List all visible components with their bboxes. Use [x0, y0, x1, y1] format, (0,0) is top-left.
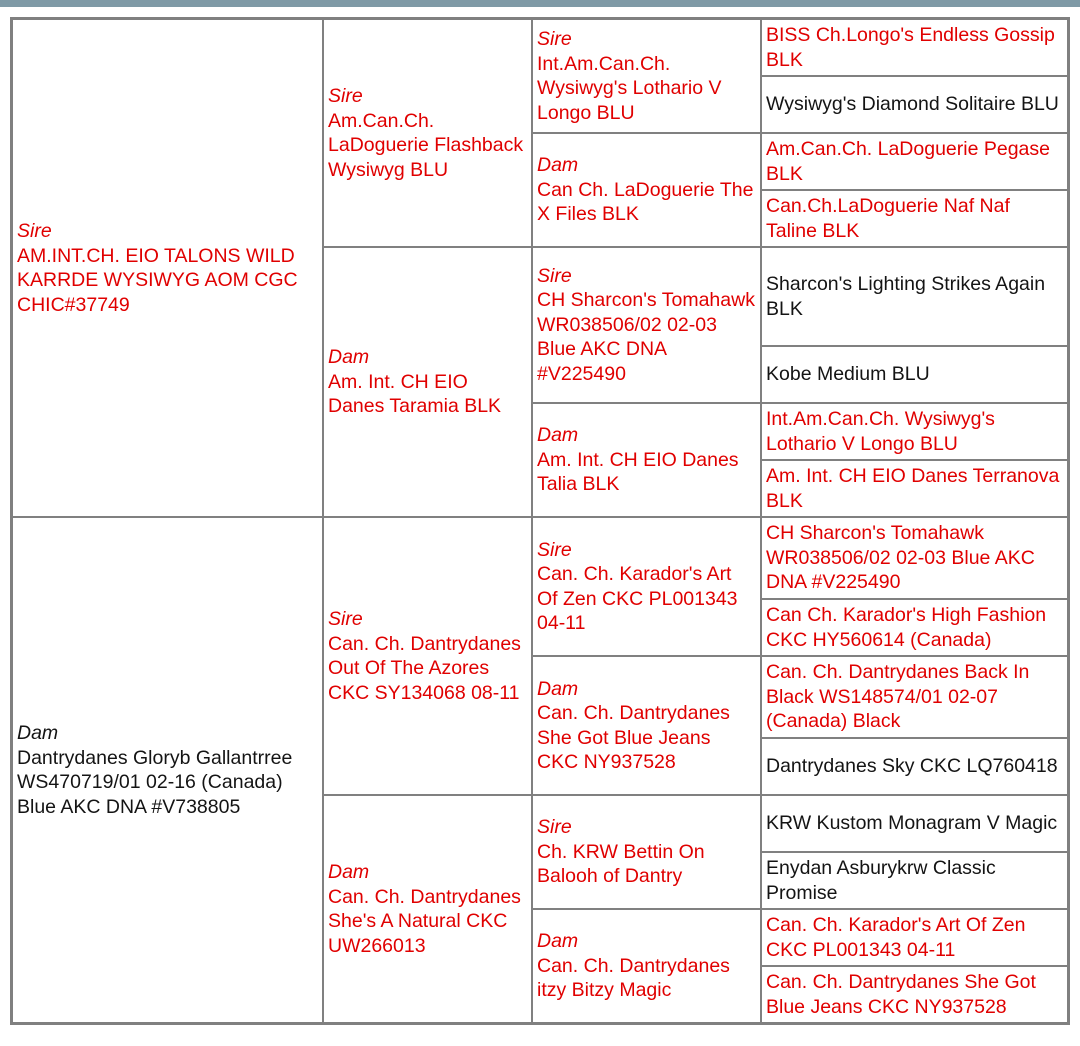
sire-sire-dam-cell[interactable] — [532, 133, 761, 247]
pedigree-table — [10, 17, 1070, 1025]
dam-dam-dam-cell[interactable] — [532, 909, 761, 1023]
role-label: Dam — [537, 677, 579, 700]
ancestor-cell-16[interactable]: Can. Ch. Dantrydanes She Got Blue Jeans CKC NY937528 — [761, 966, 1068, 1023]
ancestor-cell-2: Wysiwyg's Diamond Solitaire BLU — [761, 76, 1068, 133]
ancestor-cell-3[interactable]: Am.Can.Ch. LaDoguerie Pegase BLK — [761, 133, 1068, 190]
role-label: Sire — [537, 816, 572, 839]
dam-sire-sire-cell[interactable] — [532, 517, 761, 656]
dam-sire-cell[interactable] — [323, 517, 532, 795]
dam-name: Dantrydanes Gloryb Gallantrree WS470719/01 02-16 (Canada) Blue AKC DNA #V738805 — [17, 746, 293, 818]
dam-sire-sire-name[interactable]: Can. Ch. Karador's Art Of Zen CKC PL001343 04-11 — [537, 563, 738, 634]
ancestor-cell-4[interactable]: Can.Ch.LaDoguerie Naf Naf Taline BLK — [761, 190, 1068, 247]
sire-dam-sire-name[interactable]: CH Sharcon's Tomahawk WR038506/02 02-03 Blue AKC DNA #V225490 — [537, 289, 755, 385]
role-label: Dam — [537, 930, 579, 953]
role-label: Dam — [537, 424, 579, 447]
ancestor-cell-11[interactable]: Can. Ch. Dantrydanes Back In Black WS148574/01 02-07 (Canada) Black — [761, 656, 1068, 738]
ancestor-cell-7[interactable]: Int.Am.Can.Ch. Wysiwyg's Lothario V Longo BLU — [761, 403, 1068, 460]
sire-dam-name[interactable]: Am. Int. CH EIO Danes Taramia BLK — [328, 370, 502, 418]
role-label: Sire — [17, 220, 52, 242]
role-label: Dam — [17, 722, 59, 744]
sire-dam-dam-name[interactable]: Am. Int. CH EIO Danes Talia BLK — [537, 448, 739, 496]
role-label: Sire — [537, 264, 572, 287]
sire-dam-cell[interactable] — [323, 247, 532, 517]
ancestor-cell-5: Sharcon's Lighting Strikes Again BLK — [761, 247, 1068, 346]
sire-dam-dam-cell[interactable] — [532, 403, 761, 517]
ancestor-cell-9[interactable]: CH Sharcon's Tomahawk WR038506/02 02-03 Blue AKC DNA #V225490 — [761, 517, 1068, 599]
dam-dam-sire-cell[interactable] — [532, 795, 761, 909]
dam-sire-dam-name[interactable]: Can. Ch. Dantrydanes She Got Blue Jeans CKC NY937528 — [537, 702, 730, 773]
dam-sire-dam-cell[interactable] — [532, 656, 761, 795]
ancestor-cell-13: KRW Kustom Monagram V Magic — [761, 795, 1068, 852]
ancestor-cell-10[interactable]: Can Ch. Karador's High Fashion CKC HY560614 (Canada) — [761, 599, 1068, 656]
ancestor-cell-8[interactable]: Am. Int. CH EIO Danes Terranova BLK — [761, 460, 1068, 517]
sire-dam-sire-cell[interactable] — [532, 247, 761, 403]
role-label: Dam — [537, 154, 579, 177]
role-label: Sire — [537, 28, 572, 50]
dam-dam-cell[interactable] — [323, 795, 532, 1023]
sire-sire-name[interactable]: Am.Can.Ch. LaDoguerie Flashback Wysiwyg BLU — [328, 109, 524, 181]
sire-sire-dam-name[interactable]: Can Ch. LaDoguerie The X Files BLK — [537, 178, 754, 226]
role-label: Sire — [328, 85, 363, 107]
pedigree-container — [10, 17, 1070, 1025]
ancestor-cell-15[interactable]: Can. Ch. Karador's Art Of Zen CKC PL001343 04-11 — [761, 909, 1068, 966]
sire-sire-cell[interactable] — [323, 19, 532, 247]
sire-cell[interactable] — [12, 19, 323, 517]
dam-dam-name[interactable]: Can. Ch. Dantrydanes She's A Natural CKC UW266013 — [328, 885, 521, 957]
ancestor-cell-12: Dantrydanes Sky CKC LQ760418 — [761, 738, 1068, 795]
role-label: Sire — [328, 608, 363, 630]
ancestor-cell-6: Kobe Medium BLU — [761, 346, 1068, 403]
dam-cell — [12, 517, 323, 1023]
sire-sire-sire-name[interactable]: Int.Am.Can.Ch. Wysiwyg's Lothario V Longo BLU — [537, 52, 722, 124]
dam-dam-dam-name[interactable]: Can. Ch. Dantrydanes itzy Bitzy Magic — [537, 954, 730, 1002]
sire-name[interactable]: AM.INT.CH. EIO TALONS WILD KARRDE WYSIWYG AOM CGC CHIC#37749 — [17, 244, 298, 316]
ancestor-cell-1[interactable]: BISS Ch.Longo's Endless Gossip BLK — [761, 19, 1068, 76]
sire-sire-sire-cell[interactable] — [532, 19, 761, 133]
role-label: Dam — [328, 346, 370, 369]
role-label: Dam — [328, 861, 370, 883]
dam-dam-sire-name[interactable]: Ch. KRW Bettin On Balooh of Dantry — [537, 840, 705, 888]
dam-sire-name[interactable]: Can. Ch. Dantrydanes Out Of The Azores CKC SY134068 08-11 — [328, 632, 521, 704]
top-bar — [0, 0, 1080, 7]
role-label: Sire — [537, 538, 572, 561]
ancestor-cell-14: Enydan Asburykrw Classic Promise — [761, 852, 1068, 909]
